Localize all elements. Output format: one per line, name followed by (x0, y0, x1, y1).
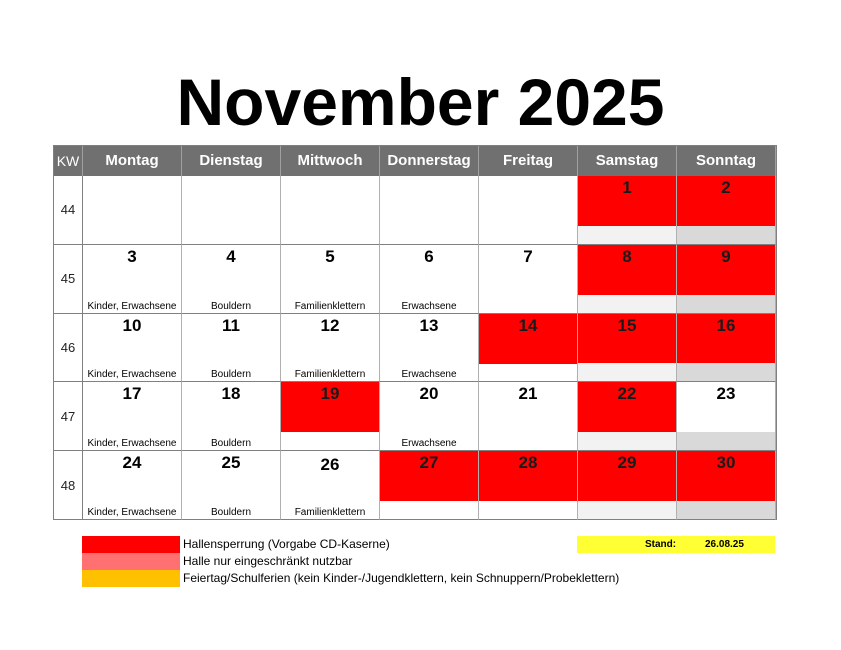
week-number: 47 (54, 382, 83, 451)
day-area (182, 176, 280, 226)
day-cell (479, 451, 578, 520)
legend-text: Halle nur eingeschränkt nutzbar (183, 554, 353, 568)
day-footer (677, 432, 775, 450)
day-cell (380, 176, 479, 245)
day-area (83, 176, 181, 226)
day-number: 8 (622, 246, 632, 266)
day-number: 25 (221, 453, 241, 473)
day-footer (677, 363, 775, 381)
stand-box (577, 536, 775, 553)
header-day: Mittwoch (281, 146, 380, 176)
day-note: Kinder, Erwachsene (87, 300, 177, 312)
legend-swatch (82, 553, 180, 570)
day-number: 20 (419, 384, 439, 404)
day-cell (479, 245, 578, 314)
legend-text: Hallensperrung (Vorgabe CD-Kaserne) (183, 537, 390, 551)
day-number: 2 (721, 178, 731, 197)
day-number: 13 (419, 315, 439, 335)
day-note: Bouldern (210, 438, 252, 450)
day-note: Erwachsene (401, 369, 457, 381)
day-footer (182, 226, 280, 244)
day-number: 3 (127, 246, 137, 266)
day-note: Familienklettern (294, 506, 366, 518)
day-number: 19 (320, 384, 340, 404)
week-number: 46 (54, 314, 83, 383)
header-day: Samstag (578, 146, 677, 176)
day-number: 15 (617, 315, 637, 335)
day-cell (578, 314, 677, 383)
day-cell (83, 314, 182, 383)
day-number: 16 (716, 315, 736, 335)
day-cell (677, 245, 776, 314)
day-cell (83, 176, 182, 245)
day-footer (578, 501, 676, 519)
day-cell (281, 314, 380, 383)
day-note: Bouldern (210, 506, 252, 518)
header-kw: KW (54, 146, 83, 176)
day-note: Bouldern (210, 369, 252, 381)
day-cell (281, 245, 380, 314)
day-cell (677, 314, 776, 383)
day-note: Erwachsene (401, 438, 457, 450)
day-cell (479, 314, 578, 383)
day-number: 29 (617, 453, 637, 473)
day-note: Familienklettern (294, 369, 366, 381)
day-footer (281, 432, 379, 450)
day-number: 5 (325, 246, 335, 266)
day-number: 1 (622, 178, 632, 197)
day-footer (479, 295, 577, 313)
day-note: Kinder, Erwachsene (87, 369, 177, 381)
day-footer (578, 432, 676, 450)
day-cell (182, 451, 281, 520)
day-number: 22 (617, 384, 637, 404)
day-number: 10 (122, 315, 142, 335)
day-footer (578, 295, 676, 313)
day-cell (380, 245, 479, 314)
day-number: 30 (716, 453, 736, 473)
page-title: November 2025 (176, 65, 665, 139)
day-area (479, 176, 577, 226)
day-cell (677, 176, 776, 245)
day-cell (578, 245, 677, 314)
day-footer (677, 501, 775, 519)
day-footer (479, 363, 577, 381)
day-note: Erwachsene (401, 300, 457, 312)
legend-text: Feiertag/Schulferien (kein Kinder-/Jugendklettern, kein Schnuppern/Probeklettern) (183, 571, 620, 585)
day-footer (380, 501, 478, 519)
day-cell (578, 382, 677, 451)
day-number: 14 (518, 315, 538, 335)
day-cell (182, 382, 281, 451)
day-cell (578, 451, 677, 520)
day-note: Bouldern (210, 300, 252, 312)
day-footer (578, 226, 676, 244)
header-day: Donnerstag (380, 146, 479, 176)
day-area (281, 176, 379, 226)
day-note: Kinder, Erwachsene (87, 506, 177, 518)
day-area (380, 176, 478, 226)
header-day: Sonntag (677, 146, 776, 176)
day-cell (182, 245, 281, 314)
day-cell (182, 176, 281, 245)
day-number: 21 (518, 384, 538, 404)
day-cell (479, 382, 578, 451)
day-cell (281, 451, 380, 520)
day-cell (479, 176, 578, 245)
legend-swatch (82, 536, 180, 553)
day-footer (479, 432, 577, 450)
day-cell (83, 451, 182, 520)
day-cell (281, 176, 380, 245)
day-footer (677, 226, 775, 244)
day-number: 28 (518, 453, 538, 473)
day-number: 11 (222, 315, 240, 335)
week-number: 48 (54, 451, 83, 520)
stand-date: 26.08.25 (705, 539, 744, 550)
day-cell (83, 245, 182, 314)
day-number: 6 (424, 246, 434, 266)
header-day: Montag (83, 146, 182, 176)
header-day: Dienstag (182, 146, 281, 176)
day-footer (578, 363, 676, 381)
day-cell (677, 451, 776, 520)
day-number: 9 (721, 246, 731, 266)
week-number: 44 (54, 176, 83, 245)
day-number: 18 (221, 384, 241, 404)
day-note: Familienklettern (294, 300, 366, 312)
day-footer (677, 295, 775, 313)
day-footer (83, 226, 181, 244)
day-number: 26 (320, 455, 340, 475)
calendar-grid (53, 145, 777, 520)
day-cell (380, 382, 479, 451)
day-cell (380, 314, 479, 383)
day-footer (479, 501, 577, 519)
day-cell (182, 314, 281, 383)
legend-swatch (82, 570, 180, 587)
day-number: 27 (419, 453, 439, 473)
day-cell (83, 382, 182, 451)
day-number: 4 (226, 246, 236, 266)
day-footer (380, 226, 478, 244)
day-note: Kinder, Erwachsene (87, 438, 177, 450)
day-cell (380, 451, 479, 520)
day-number: 24 (122, 453, 142, 473)
day-footer (281, 226, 379, 244)
day-number: 7 (523, 246, 533, 266)
stand-label: Stand: (645, 539, 677, 550)
day-number: 17 (122, 384, 142, 404)
day-number: 23 (716, 384, 736, 404)
day-number: 12 (320, 315, 340, 335)
header-day: Freitag (479, 146, 578, 176)
day-cell (578, 176, 677, 245)
day-cell (281, 382, 380, 451)
week-number: 45 (54, 245, 83, 314)
day-footer (479, 226, 577, 244)
day-cell (677, 382, 776, 451)
